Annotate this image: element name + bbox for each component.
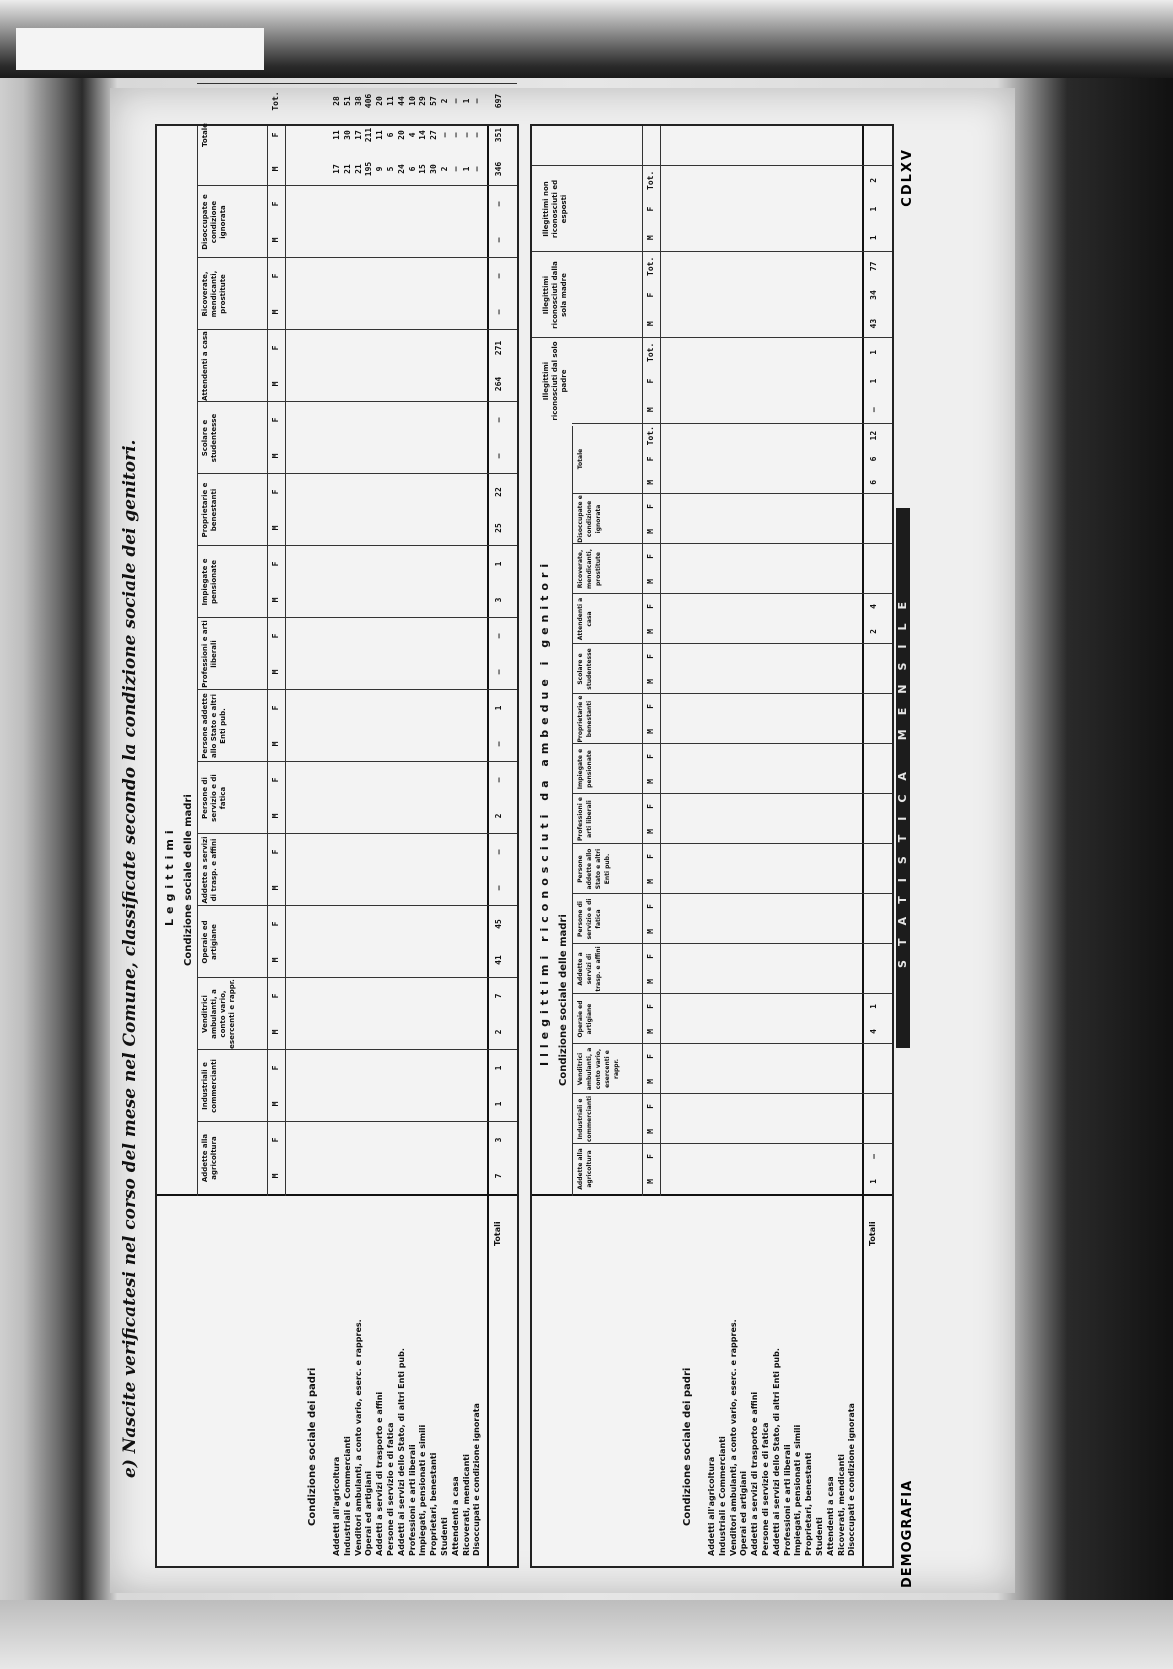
totale-value-cell: 28 <box>332 96 341 106</box>
total-cell: 3 <box>494 597 503 603</box>
row-label: Impiegati, pensionati e simili <box>793 1424 803 1556</box>
column-group-header: Proprietarie e benestanti <box>577 695 593 743</box>
totale-value-cell: 57 <box>429 96 439 106</box>
total-cell: — <box>494 885 503 891</box>
column-sub-header: M <box>646 979 655 984</box>
column-sub-header: F <box>646 704 655 709</box>
totale-value-cell: 17 <box>353 130 363 140</box>
column-group-header: Totale <box>201 123 209 147</box>
totale-value-cell: 20 <box>375 96 385 106</box>
column-group-header: Ricoverate, mendicanti, prostitute <box>577 548 602 590</box>
totale-value-cell: 24 <box>396 164 406 174</box>
total-cell: 6 <box>869 479 878 485</box>
table-caption: e) Nascite verificatesi nel corso del mese nel Comune, classificate secondo la condizione sociale dei genitori. <box>120 439 140 1478</box>
totale-value-cell: — <box>461 132 471 138</box>
column-group-header: Venditrici ambulanti, a conto vario, esercenti e rappr. <box>577 1047 620 1091</box>
table2-total-label: Totali <box>868 1221 877 1246</box>
row-label: Addetti all'agricoltura <box>332 1456 341 1556</box>
table1-title: Legittimi <box>163 825 176 926</box>
column-sub-header: M <box>646 407 655 413</box>
total-cell: 25 <box>494 523 503 533</box>
total-cell: 1 <box>869 378 878 384</box>
row-label: Addetti ai servizi dello Stato, di altri Enti pub. <box>396 1348 406 1556</box>
total-cell: 12 <box>869 430 878 441</box>
table-legittimi <box>155 91 519 1568</box>
column-sub-header: M <box>646 1129 655 1134</box>
column-sub-header: F <box>646 1054 655 1059</box>
column-sub-header: M <box>646 1079 655 1084</box>
table2-subtitle: Condizione sociale delle madri <box>558 914 569 1086</box>
totale-value-cell: 51 <box>342 96 352 106</box>
table2-row-labels <box>707 1319 858 1556</box>
totale-value-cell: 14 <box>418 130 428 140</box>
row-label: Disoccupati e condizione ignorata <box>847 1403 857 1556</box>
total-cell: 7 <box>494 993 503 999</box>
column-group-header: Disoccupate e condizione ignorata <box>577 495 602 543</box>
total-cell: — <box>494 453 503 459</box>
total-cell: 2 <box>869 177 878 183</box>
total-cell: 351 <box>494 127 503 143</box>
total-cell: 271 <box>494 340 503 356</box>
column-group-header: Ricoverate, mendicanti, prostitute <box>201 270 227 318</box>
total-cell: 1 <box>869 1004 878 1009</box>
row-label: Industriali e Commercianti <box>342 1436 352 1556</box>
column-sub-header: M <box>271 525 280 531</box>
column-group-header: Persone di servizio e di fatica <box>577 898 602 940</box>
column-group-header: Addette alla agricoltura <box>577 1148 593 1190</box>
column-group-header: Attendenti a casa <box>201 331 209 401</box>
extra-column-header: Illegittimi riconosciuti dal solo padre <box>542 341 568 421</box>
extra-column-header: Illegittimi riconosciuti dalla sola madre <box>542 261 568 329</box>
row-label: Operai ed artigiani <box>364 1471 374 1556</box>
paper-tab <box>16 28 264 70</box>
column-sub-header: F <box>646 1154 655 1159</box>
column-sub-header: F <box>271 705 280 711</box>
totale-value-cell: 30 <box>342 130 352 140</box>
column-sub-header: M <box>271 1101 280 1107</box>
column-sub-header: M <box>646 729 655 734</box>
table1-total-label: Totali <box>493 1221 502 1246</box>
total-cell: — <box>869 407 878 413</box>
totale-value-cell: 11 <box>375 130 385 140</box>
totale-value-cell: 2 <box>440 166 449 172</box>
row-label: Disoccupati e condizione ignorata <box>472 1403 482 1556</box>
column-sub-header: F <box>271 993 280 999</box>
column-sub-header: F <box>271 201 280 207</box>
total-cell: — <box>494 849 503 855</box>
row-label: Ricoverati, mendicanti <box>836 1454 846 1556</box>
row-label: Attendenti a casa <box>825 1476 835 1556</box>
row-label: Addetti a servizi di trasporto e affini <box>750 1391 760 1556</box>
total-cell: 7 <box>494 1173 503 1179</box>
column-group-header: Impiegate e pensionate <box>577 748 593 790</box>
totale-value-cell: 1 <box>461 166 471 172</box>
column-group-header: Scolare e studentesse <box>577 648 593 690</box>
totale-value-cell: — <box>472 132 482 138</box>
totale-value-cell: 10 <box>407 96 417 106</box>
column-sub-header: M <box>271 741 280 747</box>
extra-column-header: Illegittimi non riconosciuti ed esposti <box>542 179 568 239</box>
column-sub-header: M <box>271 1029 280 1035</box>
column-sub-header: F <box>646 954 655 959</box>
column-sub-header: M <box>646 829 655 834</box>
totale-value-cell: 9 <box>375 166 385 172</box>
column-sub-header: F <box>646 1004 655 1009</box>
total-cell: 77 <box>869 261 878 272</box>
column-sub-header: F <box>646 504 655 509</box>
column-sub-header: M <box>646 629 655 634</box>
totale-value-cell: 6 <box>407 166 417 172</box>
column-sub-header: M <box>271 166 280 172</box>
column-sub-header: M <box>646 579 655 584</box>
totale-value-cell: 38 <box>353 96 363 106</box>
column-sub-header: F <box>271 633 280 639</box>
column-sub-header: M <box>646 1179 655 1184</box>
total-cell: 4 <box>869 604 878 609</box>
column-sub-header: F <box>271 132 280 138</box>
row-label: Studenti <box>814 1517 824 1556</box>
total-cell: 1 <box>869 206 878 212</box>
column-sub-header: F <box>271 417 280 423</box>
totale-value-cell: 21 <box>342 164 352 174</box>
column-sub-header: M <box>646 529 655 534</box>
row-label: Industriali e Commercianti <box>717 1436 727 1556</box>
totale-value-cell: — <box>450 98 460 104</box>
column-sub-header: M <box>646 929 655 934</box>
column-sub-header: F <box>646 206 655 212</box>
total-cell: — <box>494 201 503 207</box>
column-group-header: Attendenti a casa <box>577 597 593 641</box>
column-sub-header: F <box>271 489 280 495</box>
totale-value-cell: 11 <box>332 130 341 140</box>
column-sub-header: M <box>646 321 655 327</box>
totale-value-cell: 20 <box>396 130 406 140</box>
column-sub-header: F <box>271 777 280 783</box>
column-group-header: Disoccupate e condizione ignorata <box>201 194 227 250</box>
column-sub-header: F <box>646 604 655 609</box>
row-label: Operai ed artigiani <box>739 1471 749 1556</box>
total-cell: — <box>494 417 503 423</box>
row-label: Persone di servizio e di fatica <box>760 1422 770 1556</box>
column-group-header: Persone addette allo Stato e altri Enti pub. <box>201 693 227 759</box>
total-cell: 6 <box>869 456 878 462</box>
total-cell: — <box>494 741 503 747</box>
row-label: Proprietari, benestanti <box>804 1452 814 1556</box>
column-sub-header: F <box>271 1065 280 1071</box>
total-cell: 346 <box>494 161 503 177</box>
column-group-header: Addette alla agricoltura <box>201 1133 218 1183</box>
total-cell: 1 <box>869 235 878 241</box>
totale-value-cell: 4 <box>407 132 417 138</box>
column-sub-header: Tot. <box>646 256 655 276</box>
column-group-header: Addette a servizi di trasp. e affini <box>577 946 602 992</box>
column-sub-header: Tot. <box>646 426 655 446</box>
column-group-header: Professioni e arti liberali <box>577 797 593 841</box>
total-cell: — <box>494 237 503 243</box>
row-label: Ricoverati, mendicanti <box>461 1454 471 1556</box>
column-sub-header: M <box>271 597 280 603</box>
rotated-content <box>110 91 930 1588</box>
column-sub-header: M <box>271 957 280 963</box>
total-cell: 1 <box>494 705 503 711</box>
column-sub-header: Tot. <box>646 170 655 190</box>
column-sub-header: M <box>646 479 655 485</box>
total-cell: 41 <box>494 955 503 965</box>
column-group-header: Impiegate e pensionate <box>201 558 218 606</box>
publication-band: STATISTICA MENSILE <box>896 508 910 1048</box>
totale-value-cell: 2 <box>440 98 449 104</box>
column-sub-header: M <box>646 779 655 784</box>
column-sub-header: M <box>271 453 280 459</box>
totale-value-cell: 5 <box>386 166 395 172</box>
column-sub-header: F <box>646 554 655 559</box>
totale-value-cell: 11 <box>386 96 395 106</box>
total-cell: 34 <box>869 290 878 300</box>
total-cell: 43 <box>869 318 878 329</box>
page-number: CDLXV <box>900 148 915 207</box>
totale-value-cell: — <box>450 132 460 138</box>
total-cell: 1 <box>869 349 878 355</box>
row-label: Addetti ai servizi dello Stato, di altri Enti pub. <box>771 1348 781 1556</box>
totale-value-cell: 29 <box>418 96 428 106</box>
column-sub-header: M <box>646 879 655 884</box>
column-sub-header: F <box>646 854 655 859</box>
table1-subtitle: Condizione sociale delle madri <box>183 794 194 966</box>
totale-value-cell: 15 <box>418 164 428 174</box>
column-sub-header: F <box>646 804 655 809</box>
column-sub-header: F <box>271 849 280 855</box>
total-cell: 2 <box>494 813 503 819</box>
column-group-header: Addette a servizi di trasp. e affini <box>201 836 218 904</box>
column-sub-header: M <box>646 235 655 241</box>
column-sub-header: F <box>646 292 655 298</box>
row-label: Studenti <box>439 1517 449 1556</box>
totale-value-cell: — <box>472 166 482 172</box>
row-label: Professioni e arti liberali <box>782 1444 792 1556</box>
column-sub-header: F <box>646 904 655 909</box>
total-cell: 264 <box>494 376 503 392</box>
column-sub-header: F <box>646 378 655 384</box>
column-group-header: Persone di servizio e di fatica <box>201 774 227 822</box>
totale-value-cell: 406 <box>364 93 374 109</box>
column-sub-header: M <box>271 1173 280 1179</box>
column-sub-header: F <box>271 921 280 927</box>
row-label: Impiegati, pensionati e simili <box>418 1424 428 1556</box>
column-sub-header: F <box>271 561 280 567</box>
total-cell: 2 <box>869 629 878 634</box>
column-sub-header: M <box>271 381 280 387</box>
totale-value-cell: 1 <box>461 98 471 104</box>
column-group-header: Professioni e arti liberali <box>201 620 218 688</box>
totale-value-cell: — <box>472 98 482 104</box>
total-cell: — <box>494 273 503 279</box>
total-cell: 697 <box>494 93 503 109</box>
totale-value-cell: 21 <box>353 164 363 174</box>
row-label: Proprietari, benestanti <box>429 1452 439 1556</box>
column-sub-header: M <box>271 237 280 243</box>
column-sub-header: M <box>646 679 655 684</box>
totale-value-cell: 17 <box>332 164 341 174</box>
row-label: Professioni e arti liberali <box>407 1444 417 1556</box>
totale-value-cell: 211 <box>364 127 374 143</box>
column-group-header: Operaie ed artigiane <box>577 1000 593 1038</box>
column-sub-header: F <box>646 456 655 462</box>
total-cell: — <box>494 777 503 783</box>
totale-value-cell: — <box>450 166 460 172</box>
column-group-header: Scolare e studentesse <box>201 413 218 463</box>
scan-bottom-edge <box>0 1600 1173 1669</box>
column-sub-header: M <box>271 669 280 675</box>
column-group-header: Operaie ed artigiane <box>201 920 218 964</box>
column-sub-header: Tot. <box>271 91 280 111</box>
row-label: Venditori ambulanti, a conto vario, eserc. e rappres. <box>353 1319 363 1556</box>
table1-row-labels <box>332 1319 483 1556</box>
total-cell: 2 <box>494 1029 503 1035</box>
column-sub-header: Tot. <box>646 342 655 362</box>
totale-value-cell: — <box>440 132 449 138</box>
total-cell: — <box>494 633 503 639</box>
totale-value-cell: 27 <box>429 130 439 140</box>
row-label: Attendenti a casa <box>450 1476 460 1556</box>
row-label: Persone di servizio e di fatica <box>385 1422 395 1556</box>
column-sub-header: M <box>271 309 280 315</box>
column-sub-header: M <box>271 885 280 891</box>
column-group-header: Proprietarie e benestanti <box>201 482 218 538</box>
table2-title: Illegittimi riconosciuti da ambedue i genitori <box>538 558 551 1066</box>
column-group-header: Industriali e commercianti <box>201 1059 218 1113</box>
totale-value-cell: 195 <box>364 161 374 177</box>
totale-value-cell: 30 <box>429 164 439 174</box>
total-cell: 45 <box>494 919 503 929</box>
totale-value-cell: 6 <box>386 132 395 138</box>
column-sub-header: F <box>271 1137 280 1143</box>
section-header: DEMOGRAFIA <box>900 1479 915 1588</box>
column-sub-header: M <box>271 813 280 819</box>
column-group-header: Industriali e commercianti <box>577 1095 593 1143</box>
total-cell: — <box>494 669 503 675</box>
total-cell: 22 <box>494 487 503 497</box>
column-sub-header: F <box>646 654 655 659</box>
column-sub-header: F <box>271 345 280 351</box>
column-sub-header: F <box>271 273 280 279</box>
total-cell: 3 <box>494 1137 503 1143</box>
total-cell: 4 <box>869 1029 878 1034</box>
row-label: Addetti a servizi di trasporto e affini <box>375 1391 385 1556</box>
table-illegittimi <box>530 124 894 1568</box>
totale-value-cell: 44 <box>396 96 406 106</box>
total-cell: — <box>494 309 503 315</box>
column-sub-header: F <box>646 1104 655 1109</box>
column-sub-header: F <box>646 754 655 759</box>
table2-row-header: Condizione sociale dei padri <box>682 1367 693 1526</box>
total-cell: — <box>869 1154 878 1159</box>
row-label: Venditori ambulanti, a conto vario, eserc. e rappres. <box>728 1319 738 1556</box>
column-group-header: Totale <box>577 448 584 470</box>
total-cell: 1 <box>494 1065 503 1071</box>
column-group-header: Persone addette allo Stato e altri Enti pub. <box>577 848 611 890</box>
document-page <box>110 88 1015 1593</box>
row-label: Addetti all'agricoltura <box>707 1456 716 1556</box>
column-group-header: Venditrici ambulanti, a conto vario, esercenti e rappr. <box>201 979 236 1049</box>
total-cell: 1 <box>494 561 503 567</box>
column-sub-header: M <box>646 1029 655 1034</box>
total-cell: 1 <box>869 1179 878 1184</box>
total-cell: 1 <box>494 1101 503 1107</box>
table1-row-header: Condizione sociale dei padri <box>307 1367 318 1526</box>
